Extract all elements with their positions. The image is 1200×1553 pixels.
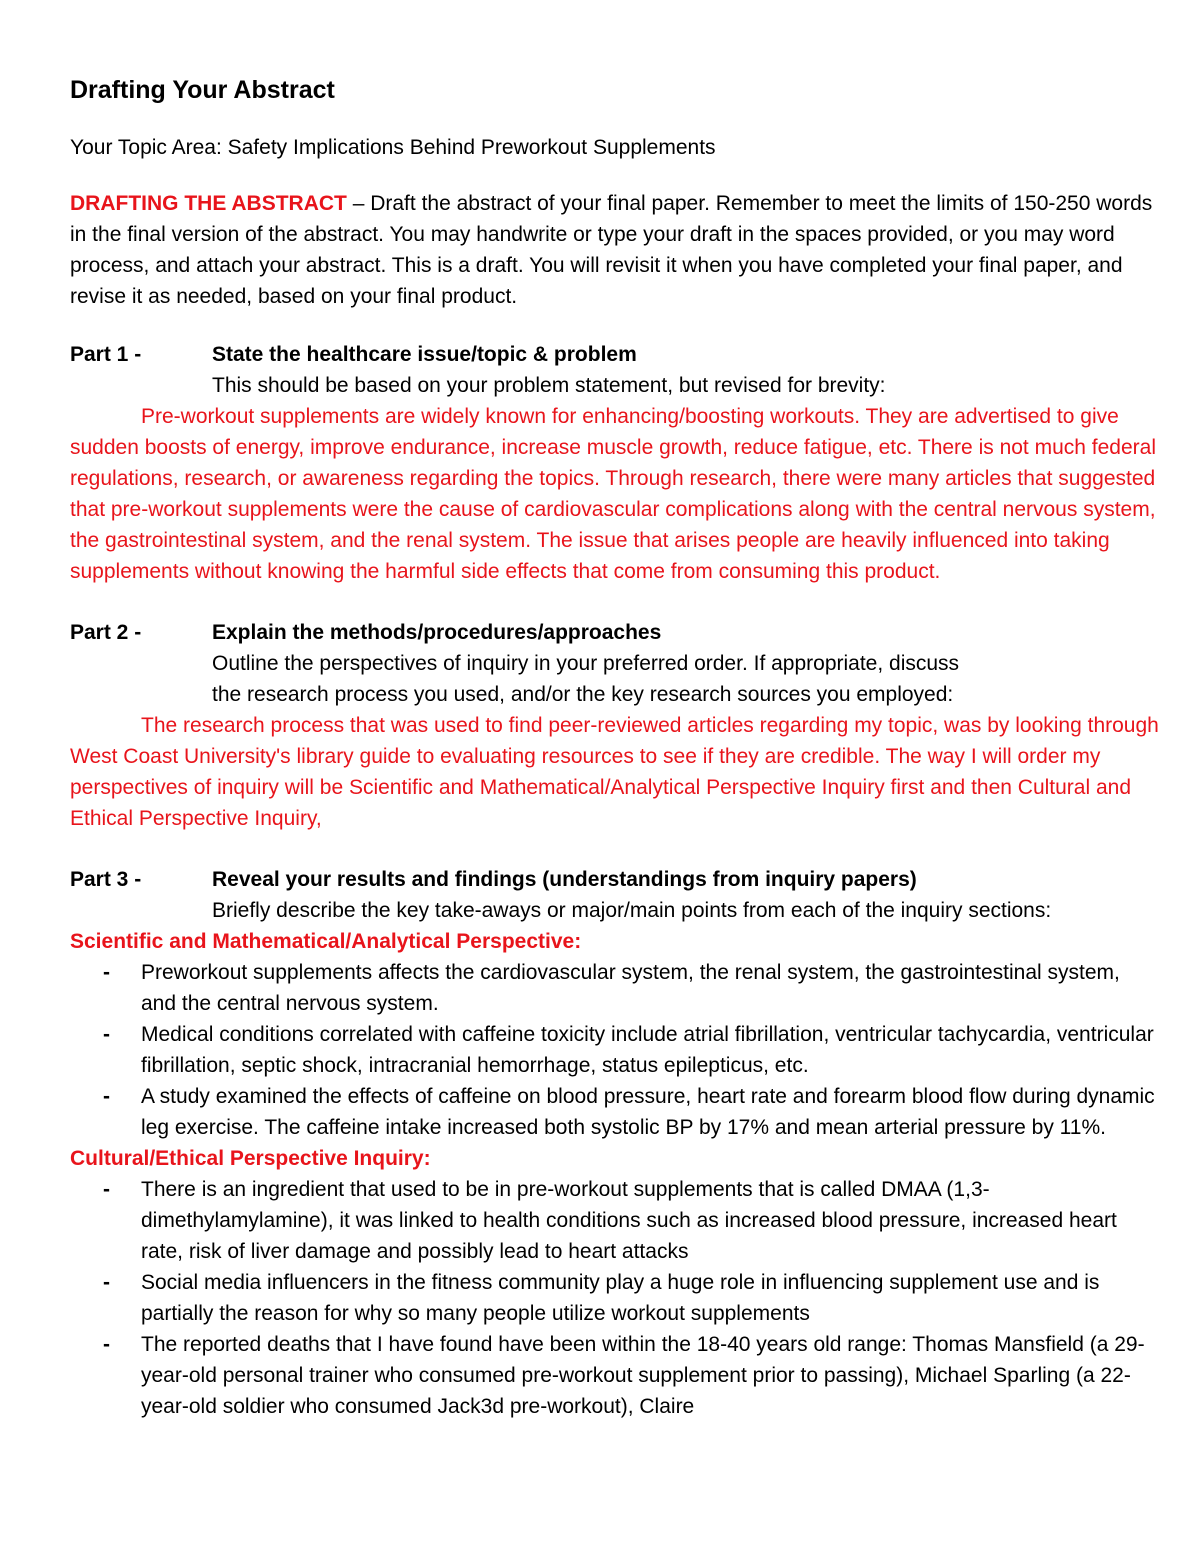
bullet-dash: -: [103, 1271, 110, 1294]
part-2-instruction-line-1: Outline the perspectives of inquiry in your preferred order. If appropriate, discuss: [212, 652, 960, 675]
bullet-text: A study examined the effects of caffeine on blood pressure, heart rate and forearm blood flow during dynamic leg exercise. The caffeine intake increased both systolic BP by 17% and mean arterial pressure by 11%.: [141, 1085, 1155, 1139]
bullet-dash: -: [103, 1178, 110, 1201]
list-item: [70, 1081, 1160, 1143]
part-1-title: State the healthcare issue/topic & problem: [212, 343, 637, 366]
bullet-text: The reported deaths that I have found have been within the 18-40 years old range: Thomas Mansfield (a 29-year-old personal trainer who consumed pre-workout supplement prior to passing), Michael Sparling (a 22-year-old soldier who consumed Jack3d pre-workout), Claire: [141, 1333, 1145, 1418]
part-2-header: [70, 617, 1160, 648]
bullet-dash: -: [103, 1085, 110, 1108]
intro-paragraph: [70, 188, 1160, 312]
part-3-instruction: Briefly describe the key take-aways or major/main points from each of the inquiry sections:: [212, 899, 1052, 922]
list-item: [70, 1019, 1160, 1081]
document-page: [70, 72, 1160, 1422]
part-3-section: [70, 864, 1160, 1422]
scientific-perspective-heading: Scientific and Mathematical/Analytical Perspective:: [70, 930, 582, 953]
bullet-text: Social media influencers in the fitness community play a huge role in influencing supplement use and is partially the reason for why so many people utilize workout supplements: [141, 1271, 1100, 1325]
scientific-bullets: [70, 957, 1160, 1143]
part-1-instruction: This should be based on your problem statement, but revised for brevity:: [212, 374, 886, 397]
bullet-dash: -: [103, 961, 110, 984]
bullet-text: Preworkout supplements affects the cardiovascular system, the renal system, the gastrointestinal system, and the central nervous system.: [141, 961, 1120, 1015]
intro-heading: DRAFTING THE ABSTRACT: [70, 192, 347, 215]
part-2-section: [70, 617, 1160, 834]
part-3-label: Part 3 -: [70, 868, 142, 891]
list-item: [70, 1174, 1160, 1267]
bullet-text: There is an ingredient that used to be in pre-workout supplements that is called DMAA (1,3-dimethylamylamine), it was linked to health conditions such as increased blood pressure, increased heart rate, risk of liver damage and possibly lead to heart attacks: [141, 1178, 1117, 1263]
part-1-answer: Pre-workout supplements are widely known for enhancing/boosting workouts. They are advertised to give sudden boosts of energy, improve endurance, increase muscle growth, reduce fatigue, etc. There is not much federal regulations, research, or awareness regarding the topics. Through research, there were many articles that suggested that pre-workout supplements were the cause of cardiovascular complications along with the central nervous system, the gastrointestinal system, and the renal system. The issue that arises people are heavily influenced into taking supplements without knowing the harmful side effects that come from consuming this product.: [70, 405, 1156, 583]
part-2-answer: The research process that was used to find peer-reviewed articles regarding my topic, was by looking through West Coast University's library guide to evaluating resources to see if they are credible. The way I will order my perspectives of inquiry will be Scientific and Mathematical/Analytical Perspective Inquiry first and then Cultural and Ethical Perspective Inquiry,: [70, 714, 1159, 830]
bullet-text: Medical conditions correlated with caffeine toxicity include atrial fibrillation, ventricular tachycardia, ventricular fibrillation, septic shock, intracranial hemorrhage, status epilepticus, etc.: [141, 1023, 1154, 1077]
part-2-instruction-line-2: the research process you used, and/or the key research sources you employed:: [212, 683, 954, 706]
topic-area: Your Topic Area: Safety Implications Behind Preworkout Supplements: [70, 136, 716, 159]
list-item: [70, 957, 1160, 1019]
page-title: Drafting Your Abstract: [70, 76, 335, 104]
part-1-header: [70, 339, 1160, 370]
part-3-title: Reveal your results and findings (understandings from inquiry papers): [212, 868, 917, 891]
cultural-bullets: [70, 1174, 1160, 1422]
intro-text: – Draft the abstract of your final paper. Remember to meet the limits of 150-250 words in the final version of the abstract. You may handwrite or type your draft in the spaces provided, or you may word process, and attach your abstract. This is a draft. You will revisit it when you have completed your final paper, and revise it as needed, based on your final product.: [70, 192, 1153, 308]
cultural-perspective-heading: Cultural/Ethical Perspective Inquiry:: [70, 1147, 431, 1170]
bullet-dash: -: [103, 1333, 110, 1356]
part-1-section: [70, 339, 1160, 587]
part-1-label: Part 1 -: [70, 343, 142, 366]
part-2-title: Explain the methods/procedures/approaches: [212, 621, 662, 644]
part-2-label: Part 2 -: [70, 621, 142, 644]
list-item: [70, 1267, 1160, 1329]
list-item: [70, 1329, 1160, 1422]
part-3-header: [70, 864, 1160, 895]
bullet-dash: -: [103, 1023, 110, 1046]
